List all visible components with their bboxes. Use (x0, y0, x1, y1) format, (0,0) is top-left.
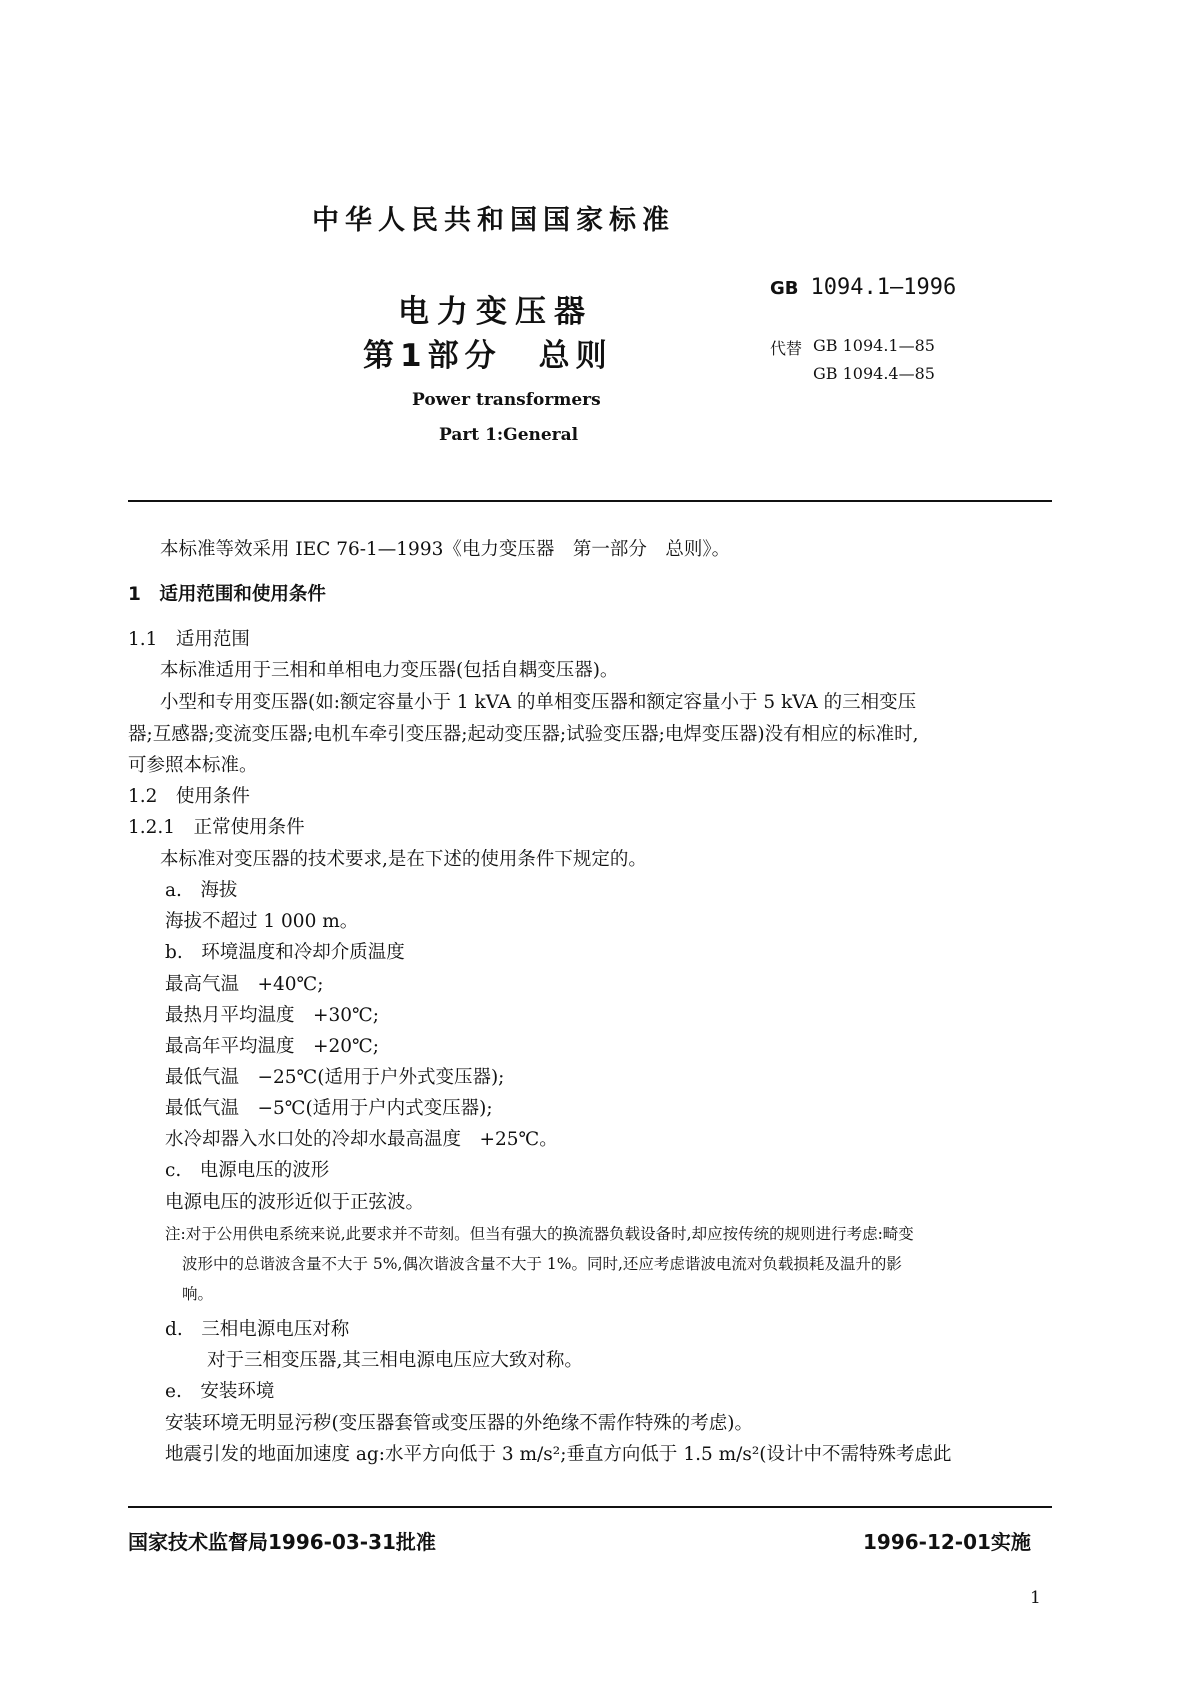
page-number: 1 (1030, 1588, 1041, 1608)
national-standard-heading: 中华人民共和国国家标准 (312, 205, 675, 236)
replaces-label: 代替 (770, 339, 803, 358)
implementation-date: 1996-12-01实施 (863, 1530, 1031, 1554)
subsection-heading: 1.2 使用条件 (128, 786, 250, 807)
body-line: 本标准适用于三相和单相电力变压器(包括自耦变压器)。 (160, 660, 619, 681)
body-line: 最热月平均温度 +30℃; (165, 1005, 379, 1026)
replaced-standard: GB 1094.1—85 (813, 336, 935, 355)
standard-code-number: 1094.1—1996 (810, 275, 957, 300)
title-en-line2: Part 1:General (439, 425, 579, 445)
body-line: 最低气温 −25℃(适用于户外式变压器); (165, 1067, 505, 1088)
approval-date: 国家技术监督局1996-03-31批准 (128, 1530, 436, 1554)
replaced-standard: GB 1094.4—85 (813, 364, 935, 383)
title-cn-line1: 电力变压器 (398, 294, 593, 330)
footer-divider (128, 1506, 1052, 1508)
body-line: 对于三相变压器,其三相电源电压应大致对称。 (207, 1350, 583, 1371)
list-item-heading: b. 环境温度和冷却介质温度 (165, 942, 405, 963)
body-line: 可参照本标准。 (128, 755, 258, 776)
body-line: 最低气温 −5℃(适用于户内式变压器); (165, 1098, 493, 1119)
standard-code-prefix: GB (770, 278, 799, 299)
body-line: 最高气温 +40℃; (165, 974, 324, 995)
body-line: 器;互感器;变流变压器;电机车牵引变压器;起动变压器;试验变压器;电焊变压器)没有相应的标准时, (128, 724, 919, 745)
body-line: 本标准对变压器的技术要求,是在下述的使用条件下规定的。 (160, 849, 647, 870)
subsection-heading: 1.2.1 正常使用条件 (128, 817, 305, 838)
note-line: 注:对于公用供电系统来说,此要求并不苛刻。但当有强大的换流器负载设备时,却应按传统的规则进行考虑:畸变 (165, 1225, 914, 1243)
title-cn-line2: 第1部分 总则 (363, 338, 613, 374)
list-item-heading: c. 电源电压的波形 (165, 1160, 330, 1181)
body-line: 安装环境无明显污秽(变压器套管或变压器的外绝缘不需作特殊的考虑)。 (165, 1413, 753, 1434)
list-item-heading: e. 安装环境 (165, 1381, 275, 1402)
body-line: 最高年平均温度 +20℃; (165, 1036, 379, 1057)
body-line: 小型和专用变压器(如:额定容量小于 1 kVA 的单相变压器和额定容量小于 5 kVA 的三相变压 (160, 692, 917, 713)
body-line: 水冷却器入水口处的冷却水最高温度 +25℃。 (165, 1129, 558, 1150)
list-item-heading: a. 海拔 (165, 880, 238, 901)
note-line: 响。 (182, 1285, 214, 1303)
subsection-heading: 1.1 适用范围 (128, 629, 250, 650)
body-line: 海拔不超过 1 000 m。 (165, 911, 359, 932)
body-line: 电源电压的波形近似于正弦波。 (165, 1192, 425, 1213)
preface-line: 本标准等效采用 IEC 76-1—1993《电力变压器 第一部分 总则》。 (160, 539, 731, 560)
list-item-heading: d. 三相电源电压对称 (165, 1319, 350, 1340)
header-divider (128, 500, 1052, 502)
body-line: 地震引发的地面加速度 ag:水平方向低于 3 m/s²;垂直方向低于 1.5 m/s²(设计中不需特殊考虑此 (165, 1444, 952, 1465)
note-line: 波形中的总谐波含量不大于 5%,偶次谐波含量不大于 1%。同时,还应考虑谐波电流对负载损耗及温升的影 (182, 1255, 902, 1273)
title-en-line1: Power transformers (412, 390, 601, 410)
section-heading: 1 适用范围和使用条件 (128, 584, 326, 605)
standard-code (770, 275, 956, 300)
